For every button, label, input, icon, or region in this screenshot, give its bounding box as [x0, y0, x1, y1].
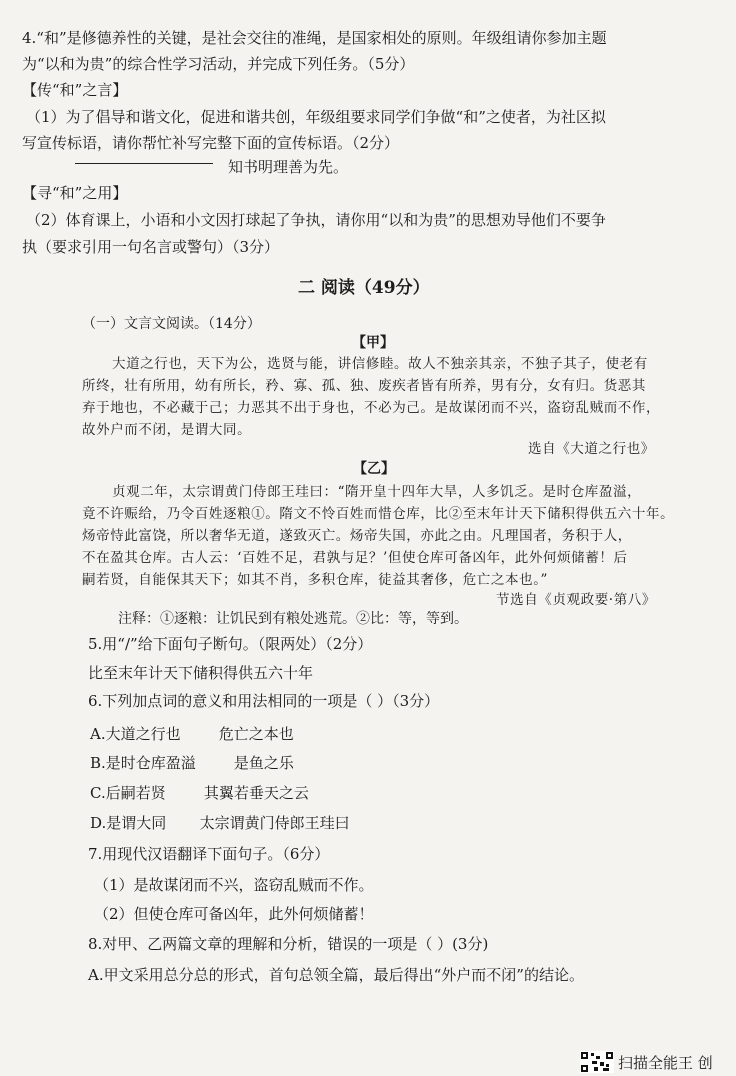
text-b-line-3: 炀帝恃此富饶，所以奢华无道，遂致灭亡。炀帝失国，亦此之由。凡理国者，务积于人，	[82, 528, 632, 544]
text-a-line-1: 大道之行也，天下为公，选贤与能，讲信修睦。故人不独亲其亲，不独子其子，使老有	[112, 356, 648, 372]
text-b-line-5: 嗣若贤，自能保其天下；如其不肖，多积仓库，徒益其奢侈，危亡之本也。”	[82, 572, 549, 588]
text-a-line-4: 故外户而不闭，是谓大同。	[82, 422, 252, 438]
text-b-line-1: 贞观二年，太宗谓黄门侍郎王珪曰：“隋开皇十四年大旱，人多饥乏。是时仓库盈溢，	[112, 484, 642, 500]
q4-line-1: 4.“和”是修德养性的关键，是社会交往的准绳，是国家相处的原则。年级组请你参加主题	[22, 29, 607, 47]
q6: 6.下列加点词的意义和用法相同的一项是（ ）（3分）	[88, 692, 440, 710]
q5: 5.用“/”给下面句子断句。（限两处）（2分）	[88, 635, 373, 653]
text-b-line-2: 竟不许赈给，乃令百姓逐粮①。隋文不怜百姓而惜仓库，比②至末年计天下储积得供五六十年。	[82, 506, 675, 522]
section-chuan-he: 【传“和”之言】	[22, 81, 128, 99]
q6-option-b: B.是时仓库盈溢 是鱼之乐	[90, 754, 294, 772]
q4-1-line-2: 写宣传标语，请你帮忙补写完整下面的宣传标语。（2分）	[22, 134, 400, 152]
qr-code-icon	[580, 1051, 614, 1073]
text-b-line-4: 不在盈其仓库。古人云：‘百姓不足，君孰与足？’但使仓库可备凶年，此外何烦储蓄！后	[82, 550, 628, 566]
q4-line-2: 为“以和为贵”的综合性学习活动，并完成下列任务。（5分）	[22, 55, 415, 73]
text-a-source: 选自《大道之行也》	[528, 441, 655, 457]
q8-option-a: A.甲文采用总分总的形式，首句总领全篇，最后得出“外户而不闭”的结论。	[88, 966, 584, 984]
text-a-line-3: 弃于地也，不必藏于己；力恶其不出于身也，不必为己。是故谋闭而不兴，盗窃乱贼而不作，	[82, 400, 661, 416]
q8: 8.对甲、乙两篇文章的理解和分析，错误的一项是（ ）(3分)	[88, 935, 489, 953]
q7-1: （1）是故谋闭而不兴，盗窃乱贼而不作。	[94, 876, 374, 894]
q6-option-c: C.后嗣若贤 其翼若垂天之云	[90, 784, 309, 802]
q7: 7.用现代汉语翻译下面句子。（6分）	[88, 845, 330, 863]
q4-1-line-1: （1）为了倡导和谐文化，促进和谐共创，年级组要求同学们争做“和”之使者，为社区拟	[26, 108, 606, 126]
q4-2-line-2: 执（要求引用一句名言或警句）（3分）	[22, 238, 280, 256]
q6-option-a: A.大道之行也 危亡之本也	[90, 725, 294, 743]
text-a-line-2: 所终，壮有所用，幼有所长，矜、寡、孤、独、废疾者皆有所养，男有分，女有归。货恶其	[82, 378, 646, 394]
slogan-second-half: 知书明理善为先。	[228, 158, 349, 176]
q4-2-line-1: （2）体育课上，小语和小文因打球起了争执，请你用“以和为贵”的思想劝导他们不要争	[26, 211, 606, 229]
annotation: 注释：①逐粮：让饥民到有粮处逃荒。②比：等，等到。	[118, 611, 468, 627]
q7-2: （2）但使仓库可备凶年，此外何烦储蓄！	[94, 905, 374, 923]
subsection-classical: （一）文言文阅读。（14分）	[82, 316, 261, 332]
q6-option-d: D.是谓大同 太宗谓黄门侍郎王珪曰	[90, 814, 350, 832]
q5-sentence: 比至末年计天下储积得供五六十年	[88, 664, 314, 682]
text-b-label: 【乙】	[353, 461, 395, 477]
text-b-source: 节选自《贞观政要·第八》	[496, 592, 656, 608]
answer-blank	[75, 163, 213, 164]
text-a-label: 【甲】	[352, 335, 394, 351]
scanner-label: 扫描全能王 创	[618, 1053, 713, 1072]
scanner-watermark	[580, 1051, 713, 1073]
section-xun-he: 【寻“和”之用】	[22, 184, 128, 202]
section-title-reading: 二 阅读（49分）	[298, 278, 430, 298]
